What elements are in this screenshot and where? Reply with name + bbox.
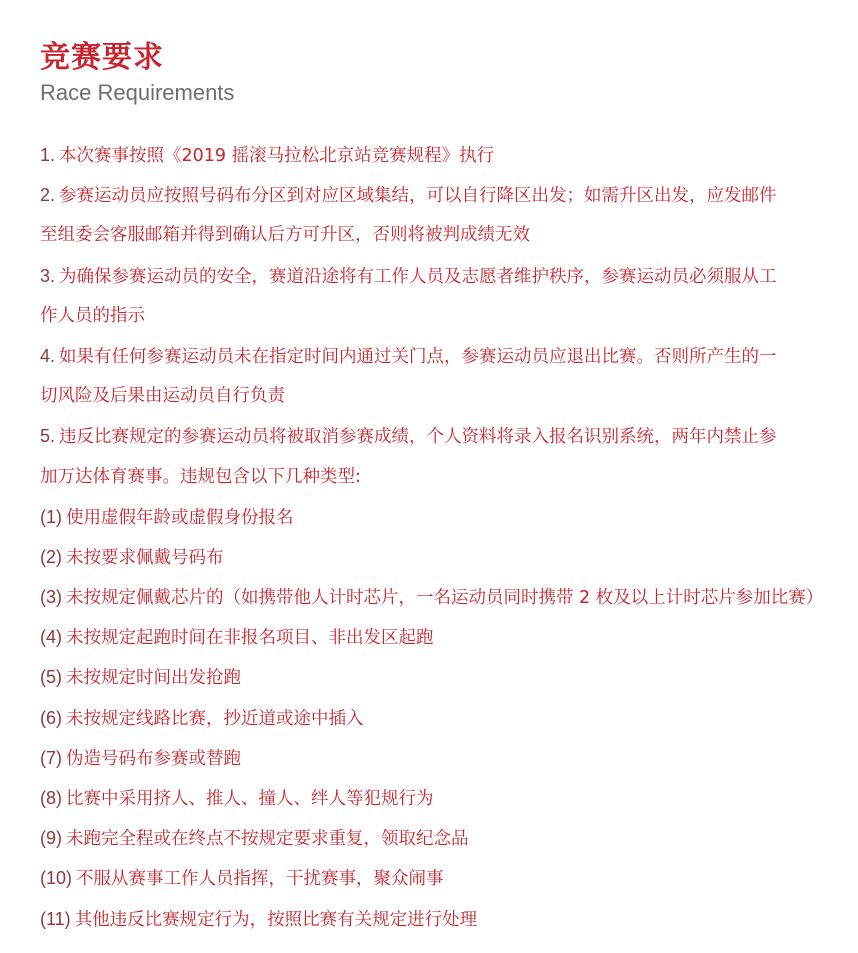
item-text: 违反比赛规定的参赛运动员将被取消参赛成绩，个人资料将录入报名识别系统，两年内禁止参	[59, 427, 777, 448]
item-number: (5)	[40, 667, 62, 688]
item-text: 未按规定线路比赛，抄近道或途中插入	[66, 708, 364, 729]
item-text: 使用虚假年龄或虚假身份报名	[66, 507, 294, 528]
item-number: 4.	[40, 345, 56, 366]
sub-item	[40, 662, 840, 702]
list-item	[40, 421, 840, 461]
item-number: 3.	[40, 265, 56, 286]
requirements-list	[40, 140, 840, 944]
item-text: 未按规定时间出发抢跑	[66, 668, 241, 689]
list-item	[40, 261, 840, 301]
item-text: 至组委会客服邮箱并得到确认后方可升区，否则将被判成绩无效	[40, 225, 530, 246]
item-text: 作人员的指示	[40, 305, 145, 326]
sub-item	[40, 622, 840, 662]
item-number: (6)	[40, 707, 62, 728]
sub-item	[40, 743, 840, 783]
list-item	[40, 140, 840, 180]
item-text: 未按规定佩戴芯片的（如携带他人计时芯片，一名运动员同时携带 2 枚及以上计时芯片参加比赛）	[66, 588, 824, 609]
item-text: 比赛中采用挤人、推人、撞人、绊人等犯规行为	[66, 789, 434, 809]
item-text: 加万达体育赛事。违规包含以下几种类型:	[40, 466, 361, 487]
item-text: 不服从赛事工作人员指挥，干扰赛事，聚众闹事	[76, 869, 444, 890]
item-text: 伪造号码布参赛或替跑	[66, 748, 241, 769]
item-text: 本次赛事按照《2019 摇滚马拉松北京站竞赛规程》执行	[59, 146, 495, 166]
item-number: (11)	[40, 908, 71, 929]
item-number: (2)	[40, 546, 62, 567]
list-item	[40, 180, 840, 220]
item-number: (10)	[40, 868, 73, 889]
item-number: (1)	[40, 506, 62, 527]
list-item-continuation	[40, 462, 840, 502]
item-text: 如果有任何参赛运动员未在指定时间内通过关门点，参赛运动员应退出比赛。否则所产生的一	[59, 346, 777, 367]
item-text: 未跑完全程或在终点不按规定要求重复，领取纪念品	[66, 829, 469, 850]
item-number: (8)	[40, 788, 62, 808]
item-number: 2.	[40, 185, 56, 206]
item-text: 未按规定起跑时间在非报名项目、非出发区起跑	[66, 628, 434, 649]
item-number: (7)	[40, 747, 62, 768]
sub-item	[40, 783, 840, 823]
item-number: 1.	[40, 145, 56, 165]
sub-item	[40, 542, 840, 582]
page-title: 竞赛要求	[40, 40, 164, 75]
list-item-continuation	[40, 301, 840, 341]
sub-item	[40, 582, 840, 622]
page-subtitle: Race Requirements	[40, 80, 235, 105]
item-number: (4)	[40, 627, 62, 648]
item-text: 切风险及后果由运动员自行负责	[40, 386, 285, 407]
item-text: 其他违反比赛规定行为，按照比赛有关规定进行处理	[74, 909, 478, 930]
sub-item	[40, 703, 840, 743]
item-text: 为确保参赛运动员的安全，赛道沿途将有工作人员及志愿者维护秩序，参赛运动员必须服从工	[59, 266, 777, 287]
item-number: (9)	[40, 828, 62, 849]
list-item-continuation	[40, 381, 840, 421]
item-number: 5.	[40, 426, 56, 447]
list-item	[40, 341, 840, 381]
sub-item	[40, 502, 840, 542]
sub-item	[40, 863, 840, 903]
item-text: 参赛运动员应按照号码布分区到对应区域集结，可以自行降区出发；如需升区出发，应发邮件	[59, 186, 777, 207]
sub-item	[40, 904, 840, 944]
item-number: (3)	[40, 587, 62, 608]
sub-item	[40, 823, 840, 863]
list-item-continuation	[40, 220, 840, 260]
item-text: 未按要求佩戴号码布	[66, 547, 224, 568]
